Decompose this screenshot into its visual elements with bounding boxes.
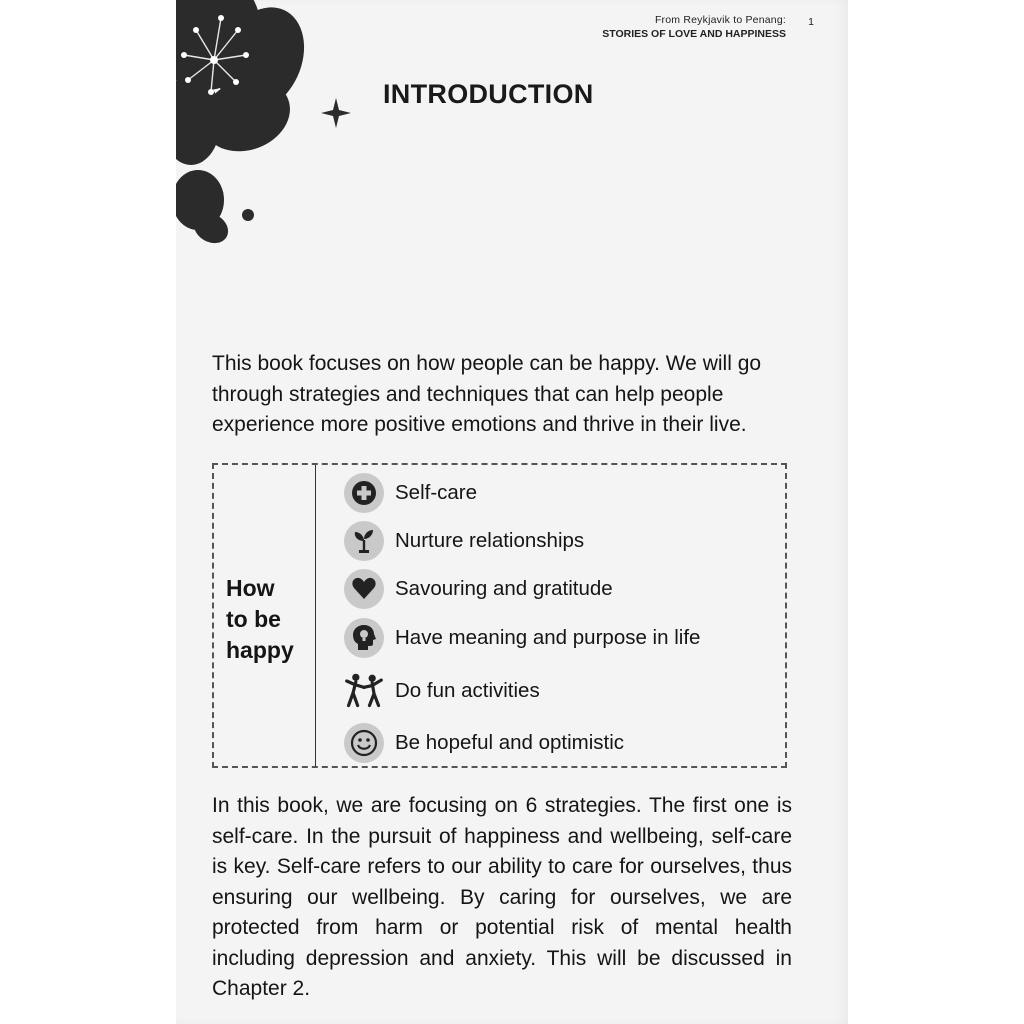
strategies-box (212, 463, 787, 768)
intro-paragraph: This book focuses on how people can be happy. We will go through strategies and techniques that can help people experience more positive emotions and thrive in their live. (212, 352, 762, 436)
sprout-icon (344, 521, 384, 561)
head-lightbulb-icon (344, 618, 384, 658)
strategy-item-hopeful (344, 723, 624, 763)
strategy-label: Self-care (395, 481, 478, 504)
strategy-label: Savouring and gratitude (395, 577, 613, 600)
first-aid-icon (344, 473, 384, 513)
strategy-item-fun (344, 671, 540, 711)
header-title: STORIES OF LOVE AND HAPPINESS (602, 28, 786, 40)
book-page (176, 0, 848, 1024)
strategy-label: Have meaning and purpose in life (395, 626, 701, 649)
closing-paragraph: In this book, we are focusing on 6 strategies. The first one is self-care. In the pursuit of happiness and wellbeing, self-care is key. Self-care refers to our ability to care for ourselves, thus ensuring our wellbeing. By caring for ourselves, we are protected from harm or potential risk of mental health including depression and anxiety. This will be discussed in Chapter 2. (212, 794, 792, 1000)
running-header (602, 14, 786, 40)
dancing-people-icon (344, 671, 384, 711)
strategy-item-relationships (344, 521, 584, 561)
chapter-title: INTRODUCTION (383, 79, 594, 109)
flower-illustration (176, 0, 376, 260)
box-heading (226, 573, 316, 666)
page-number: 1 (808, 16, 814, 28)
heart-icon (344, 569, 384, 609)
box-heading-line: happy (226, 637, 294, 663)
strategy-item-meaning (344, 618, 700, 658)
strategy-label: Do fun activities (395, 679, 540, 702)
strategy-item-savouring (344, 569, 613, 609)
box-heading-line: How (226, 575, 275, 601)
strategy-label: Be hopeful and optimistic (395, 731, 625, 754)
smiley-icon (344, 723, 384, 763)
strategy-item-self-care (344, 473, 477, 513)
strategy-label: Nurture relationships (395, 529, 585, 552)
box-heading-line: to be (226, 606, 281, 632)
header-subtitle: From Reykjavik to Penang: (654, 14, 786, 26)
